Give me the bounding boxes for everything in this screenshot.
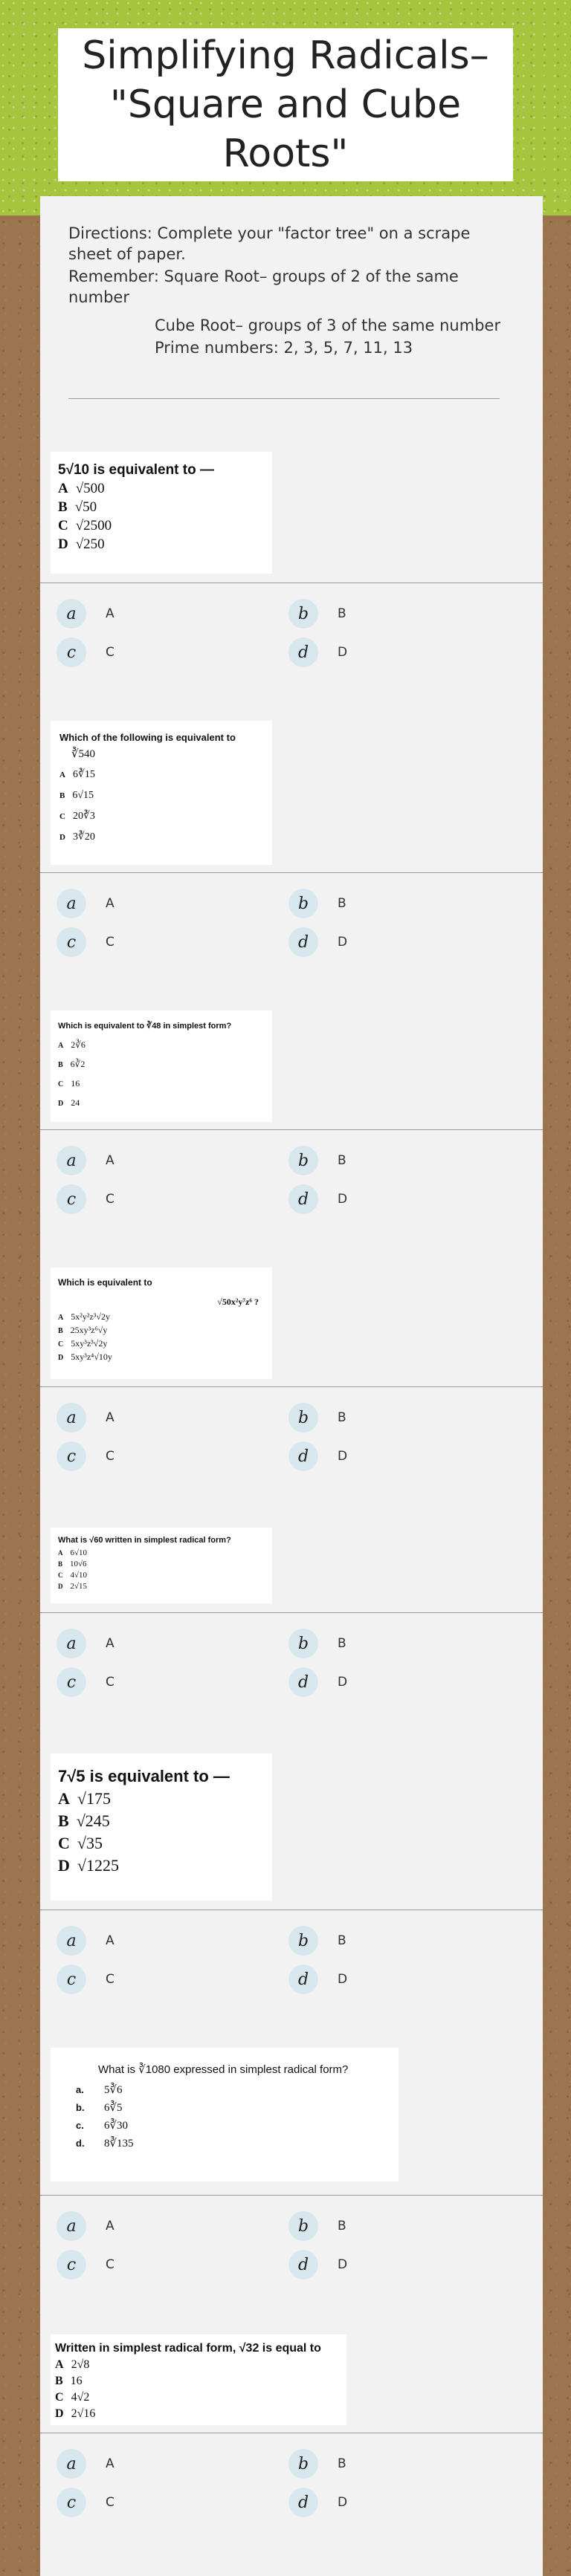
option-value: 3∛20 — [72, 831, 95, 843]
question-image — [51, 1528, 272, 1603]
choice-label: A — [106, 2219, 114, 2233]
choice-bubble: c — [57, 1184, 86, 1214]
choice-label: A — [106, 1153, 114, 1168]
option-value: 16 — [71, 1078, 80, 1089]
answer-choice-a[interactable] — [57, 889, 114, 918]
choice-label: B — [338, 2456, 346, 2471]
choice-label: C — [106, 1675, 114, 1690]
question-image — [51, 1010, 272, 1122]
divider — [40, 1386, 543, 1387]
option-value: √500 — [75, 481, 105, 496]
answer-choice-a[interactable] — [57, 1146, 114, 1175]
choice-label: D — [338, 645, 348, 660]
answer-choice-a[interactable] — [57, 1629, 114, 1658]
answer-choice-d[interactable] — [288, 1667, 347, 1697]
choice-label: A — [106, 1410, 114, 1425]
choice-label: D — [338, 2257, 348, 2272]
choice-bubble: c — [57, 2488, 86, 2517]
option-value: √2500 — [75, 518, 112, 533]
option-value: 5xy³z³√2y — [71, 1338, 108, 1349]
directions-line: Directions: Complete your "factor tree" on a scrape sheet of paper. — [68, 224, 471, 263]
choice-bubble: c — [57, 1441, 86, 1471]
choice-label: D — [338, 1675, 348, 1690]
divider — [40, 1612, 543, 1613]
option-value: 5xy³z⁴√10y — [71, 1352, 112, 1362]
option-value: 16 — [70, 2375, 83, 2387]
option-letter: B — [58, 1560, 63, 1568]
answer-choice-c[interactable] — [57, 1441, 114, 1471]
title-card — [58, 28, 513, 181]
option-letter: A — [58, 1314, 64, 1322]
choice-bubble: b — [288, 1629, 318, 1658]
option-value: 6∛30 — [104, 2120, 129, 2132]
answer-choice-b[interactable] — [288, 2211, 346, 2241]
choice-label: A — [106, 606, 114, 621]
option-value: 5x²y²z³√2y — [71, 1311, 110, 1322]
option-value: 2√16 — [71, 2407, 96, 2420]
choice-label: B — [338, 896, 346, 911]
choice-bubble: a — [57, 599, 86, 629]
answer-choice-b[interactable] — [288, 599, 346, 629]
question-stem: Which is equivalent to ∛48 in simplest form? — [58, 1022, 232, 1031]
option-letter: D — [58, 1354, 64, 1362]
option-value: √35 — [77, 1834, 103, 1852]
option-value: 25xy³z⁶√y — [70, 1325, 108, 1335]
option-letter: C — [58, 518, 68, 533]
option-value: 2∛6 — [71, 1039, 86, 1050]
choice-bubble: a — [57, 1146, 86, 1175]
question-image — [51, 1268, 272, 1379]
choice-bubble: c — [57, 1965, 86, 1994]
answer-choice-c[interactable] — [57, 2250, 114, 2280]
question-stem: 7√5 is equivalent to — — [58, 1767, 230, 1785]
option-value: √175 — [77, 1789, 111, 1808]
option-value: √245 — [76, 1811, 110, 1830]
divider — [68, 398, 500, 399]
option-value: 6∛15 — [72, 769, 95, 780]
answer-choice-a[interactable] — [57, 1403, 114, 1433]
choice-bubble: a — [57, 2211, 86, 2241]
answer-choice-a[interactable] — [57, 599, 114, 629]
option-letter: C — [58, 1340, 64, 1349]
option-letter: D — [55, 2407, 64, 2420]
choice-bubble: b — [288, 1926, 318, 1956]
option-letter: B — [55, 2375, 63, 2387]
choice-bubble: a — [57, 1926, 86, 1956]
answer-choice-c[interactable] — [57, 1965, 114, 1994]
answer-choice-c[interactable] — [57, 1667, 114, 1697]
choice-bubble: b — [288, 889, 318, 918]
question-stem: Which of the following is equivalent to — [59, 732, 236, 743]
option-letter: A — [55, 2358, 64, 2371]
choice-bubble: d — [288, 1441, 318, 1471]
option-value: 10√6 — [70, 1560, 87, 1568]
choice-bubble: d — [288, 1667, 318, 1697]
answer-choice-a[interactable] — [57, 2211, 114, 2241]
question-image — [51, 721, 272, 865]
question-stem: 5√10 is equivalent to — — [58, 462, 214, 478]
question-stem: Which is equivalent to — [58, 1277, 152, 1288]
option-value: 20∛3 — [72, 811, 95, 822]
choice-bubble: d — [288, 1965, 318, 1994]
directions — [68, 223, 514, 360]
worksheet — [40, 196, 543, 2576]
option-letter: c. — [76, 2120, 84, 2131]
option-letter: B — [59, 791, 65, 800]
option-letter: b. — [76, 2102, 85, 2113]
divider — [40, 1129, 543, 1130]
choice-label: D — [338, 1449, 348, 1464]
choice-label: C — [106, 1192, 114, 1207]
option-letter: D — [58, 1100, 64, 1108]
question-stem: What is ∛1080 expressed in simplest radical form? — [98, 2063, 349, 2076]
option-value: √50 — [74, 499, 97, 515]
choice-bubble: a — [57, 889, 86, 918]
question-stem: Written in simplest radical form, √32 is equal to — [55, 2342, 321, 2355]
answer-choice-c[interactable] — [57, 637, 114, 667]
question-expression: √50x²y⁷z⁶ ? — [217, 1297, 259, 1307]
question-stem: What is √60 written in simplest radical form? — [58, 1536, 231, 1545]
choice-label: A — [106, 2456, 114, 2471]
choice-label: D — [338, 1192, 348, 1207]
question-image — [51, 1753, 272, 1901]
choice-label: B — [338, 1933, 346, 1948]
option-value: 6√15 — [72, 790, 94, 801]
choice-bubble: d — [288, 1184, 318, 1214]
choice-bubble: d — [288, 927, 318, 957]
option-letter: A — [58, 1789, 70, 1808]
option-letter: D — [58, 1583, 63, 1590]
answer-choice-a[interactable] — [57, 2449, 114, 2479]
choice-bubble: c — [57, 2250, 86, 2280]
option-letter: A — [58, 1042, 64, 1050]
answer-choice-d[interactable] — [288, 927, 347, 957]
answer-choice-d[interactable] — [288, 2250, 347, 2280]
question-image — [51, 2048, 399, 2181]
option-value: 2√15 — [70, 1582, 88, 1591]
option-letter: D — [58, 1856, 70, 1875]
answer-choice-d[interactable] — [288, 1441, 347, 1471]
choice-label: C — [106, 1972, 114, 1987]
question-expression: ∛540 — [71, 748, 96, 760]
option-letter: B — [58, 1811, 69, 1830]
option-value: 2√8 — [71, 2358, 90, 2371]
answer-choice-a[interactable] — [57, 1926, 114, 1956]
answer-choice-d[interactable] — [288, 637, 347, 667]
option-value: √1225 — [77, 1856, 119, 1875]
option-value: 6∛5 — [104, 2102, 123, 2114]
option-letter: B — [58, 1061, 63, 1069]
choice-bubble: d — [288, 2250, 318, 2280]
option-letter: B — [58, 499, 68, 515]
choice-bubble: b — [288, 2211, 318, 2241]
choice-label: A — [106, 1636, 114, 1651]
option-value: 24 — [71, 1097, 80, 1108]
directions-line: Remember: Square Root– groups of 2 of the same number — [68, 267, 459, 306]
choice-bubble: d — [288, 637, 318, 667]
choice-bubble: c — [57, 927, 86, 957]
option-value: 8∛135 — [104, 2138, 134, 2150]
choice-label: B — [338, 1410, 346, 1425]
option-letter: A — [59, 770, 65, 779]
option-letter: C — [58, 1080, 64, 1089]
option-letter: D — [59, 833, 65, 842]
choice-label: B — [338, 1636, 346, 1651]
choice-label: D — [338, 2495, 348, 2510]
choice-bubble: c — [57, 637, 86, 667]
answer-choice-c[interactable] — [57, 927, 114, 957]
answer-choice-d[interactable] — [288, 2488, 347, 2517]
answer-choice-b[interactable] — [288, 1629, 346, 1658]
choice-bubble: b — [288, 1146, 318, 1175]
option-letter: a. — [76, 2084, 84, 2095]
option-letter: C — [58, 1834, 70, 1852]
option-value: √250 — [75, 536, 105, 552]
choice-label: B — [338, 2219, 346, 2233]
choice-label: B — [338, 1153, 346, 1168]
option-value: 6√10 — [70, 1548, 88, 1557]
choice-label: C — [106, 2495, 114, 2510]
directions-line: Prime numbers: 2, 3, 5, 7, 11, 13 — [155, 339, 413, 357]
option-letter: C — [58, 1571, 63, 1579]
choice-bubble: b — [288, 2449, 318, 2479]
question-image — [51, 2335, 346, 2425]
choice-bubble: d — [288, 2488, 318, 2517]
choice-label: C — [106, 935, 114, 950]
choice-label: A — [106, 1933, 114, 1948]
answer-choice-b[interactable] — [288, 1146, 346, 1175]
choice-bubble: a — [57, 1629, 86, 1658]
option-letter: A — [58, 481, 68, 496]
choice-bubble: b — [288, 1403, 318, 1433]
option-letter: B — [58, 1327, 63, 1335]
answer-choice-b[interactable] — [288, 1403, 346, 1433]
divider — [40, 2195, 543, 2196]
choice-bubble: a — [57, 1403, 86, 1433]
choice-label: A — [106, 896, 114, 911]
choice-label: D — [338, 935, 348, 950]
answer-choice-c[interactable] — [57, 2488, 114, 2517]
choice-bubble: a — [57, 2449, 86, 2479]
option-value: 5∛6 — [104, 2084, 123, 2096]
option-letter: C — [55, 2391, 64, 2404]
choice-bubble: b — [288, 599, 318, 629]
directions-line: Cube Root– groups of 3 of the same number — [155, 317, 501, 334]
choice-label: C — [106, 1449, 114, 1464]
page-title: Simplifying Radicals– "Square and Cube Roots" — [82, 33, 489, 176]
answer-choice-d[interactable] — [288, 1965, 347, 1994]
answer-choice-b[interactable] — [288, 1926, 346, 1956]
choice-bubble: c — [57, 1667, 86, 1697]
choice-label: C — [106, 2257, 114, 2272]
answer-choice-d[interactable] — [288, 1184, 347, 1214]
option-letter: D — [58, 536, 68, 552]
choice-label: B — [338, 606, 346, 621]
option-letter: A — [58, 1549, 63, 1557]
choice-label: C — [106, 645, 114, 660]
option-letter: C — [59, 812, 65, 821]
option-value: 4√10 — [70, 1571, 88, 1580]
answer-choice-b[interactable] — [288, 2449, 346, 2479]
answer-choice-c[interactable] — [57, 1184, 114, 1214]
option-value: 4√2 — [71, 2391, 90, 2404]
answer-choice-b[interactable] — [288, 889, 346, 918]
question-image — [51, 452, 272, 574]
option-letter: d. — [76, 2138, 85, 2149]
choice-label: D — [338, 1972, 348, 1987]
option-value: 6∛2 — [70, 1059, 86, 1069]
divider — [40, 872, 543, 873]
